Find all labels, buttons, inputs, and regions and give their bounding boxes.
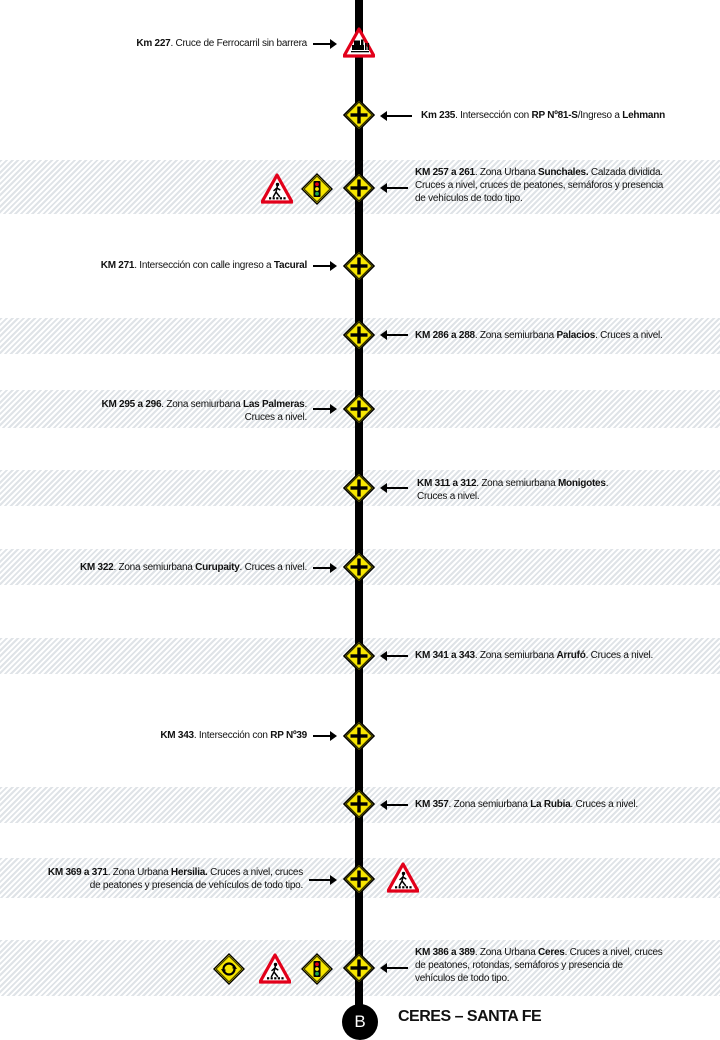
traffic-light-warning-icon (301, 173, 333, 205)
intersection-diamond-icon (343, 952, 375, 984)
entry-km295-arrow (313, 408, 331, 410)
route-end-label: CERES – SANTA FE (398, 1008, 542, 1025)
entry-km369-arrow (309, 879, 331, 881)
entry-km235-label: Km 235. Intersección con RP Nº81-S/Ingreso a Lehmann (421, 110, 665, 121)
entry-km341-label: KM 341 a 343. Zona semiurbana Arrufó. Cruces a nivel. (415, 650, 654, 661)
entry-km271-arrow (313, 265, 331, 267)
entry-km357-label: KM 357. Zona semiurbana La Rubia. Cruces a nivel. (415, 799, 638, 810)
traffic-light-warning-icon (301, 953, 333, 985)
entry-km271-label: KM 271. Intersección con calle ingreso a Tacural (100, 260, 307, 271)
intersection-diamond-icon (343, 863, 375, 895)
railroad-crossing-warning-icon (343, 27, 375, 59)
entry-km322-arrow (313, 567, 331, 569)
entry-km343-label: KM 343. Intersección con RP Nº39 (160, 730, 307, 741)
entry-km343-arrow (313, 735, 331, 737)
entry-km257-arrow (386, 187, 408, 189)
intersection-diamond-icon (343, 172, 375, 204)
entry-km311-label: KM 311 a 312. Zona semiurbana Monigotes. Cruces a nivel. (417, 478, 609, 502)
pedestrian-crossing-warning-icon (387, 862, 419, 894)
entry-km227-label: Km 227. Cruce de Ferrocarril sin barrera (136, 38, 307, 49)
pedestrian-crossing-warning-icon (261, 173, 293, 205)
entry-km286-arrow (386, 334, 408, 336)
pedestrian-crossing-warning-icon (259, 953, 291, 985)
route-end-marker: B (342, 1004, 378, 1040)
intersection-diamond-icon (343, 319, 375, 351)
intersection-diamond-icon (343, 640, 375, 672)
intersection-diamond-icon (343, 250, 375, 282)
entry-km357-arrow (386, 804, 408, 806)
entry-km227-arrow (313, 43, 331, 45)
roundabout-warning-icon (213, 953, 245, 985)
entry-km386-label: KM 386 a 389. Zona Urbana Ceres. Cruces a nivel, cruces de peatones, rotondas, semáforos y presencia de vehículos de todo tipo. (415, 947, 663, 984)
entry-km341-arrow (386, 655, 408, 657)
entry-km257-label: KM 257 a 261. Zona Urbana Sunchales. Calzada dividida. Cruces a nivel, cruces de peatones, semáforos y presencia de vehículos de todo tipo. (415, 167, 664, 204)
entry-km369-label: KM 369 a 371. Zona Urbana Hersilia. Cruces a nivel, cruces de peatones y presencia de vehículos de todo tipo. (47, 867, 303, 891)
entry-km286-label: KM 286 a 288. Zona semiurbana Palacios. Cruces a nivel. (415, 330, 663, 341)
entry-km295-label: KM 295 a 296. Zona semiurbana Las Palmeras. Cruces a nivel. (101, 399, 307, 423)
entry-km386-arrow (386, 967, 408, 969)
entry-km235-arrow (386, 115, 412, 117)
intersection-diamond-icon (343, 393, 375, 425)
entry-km322-label: KM 322. Zona semiurbana Curupaity. Cruces a nivel. (79, 562, 307, 573)
intersection-diamond-icon (343, 472, 375, 504)
intersection-diamond-icon (343, 551, 375, 583)
intersection-diamond-icon (343, 788, 375, 820)
entry-km311-arrow (386, 487, 408, 489)
intersection-diamond-icon (343, 99, 375, 131)
intersection-diamond-icon (343, 720, 375, 752)
